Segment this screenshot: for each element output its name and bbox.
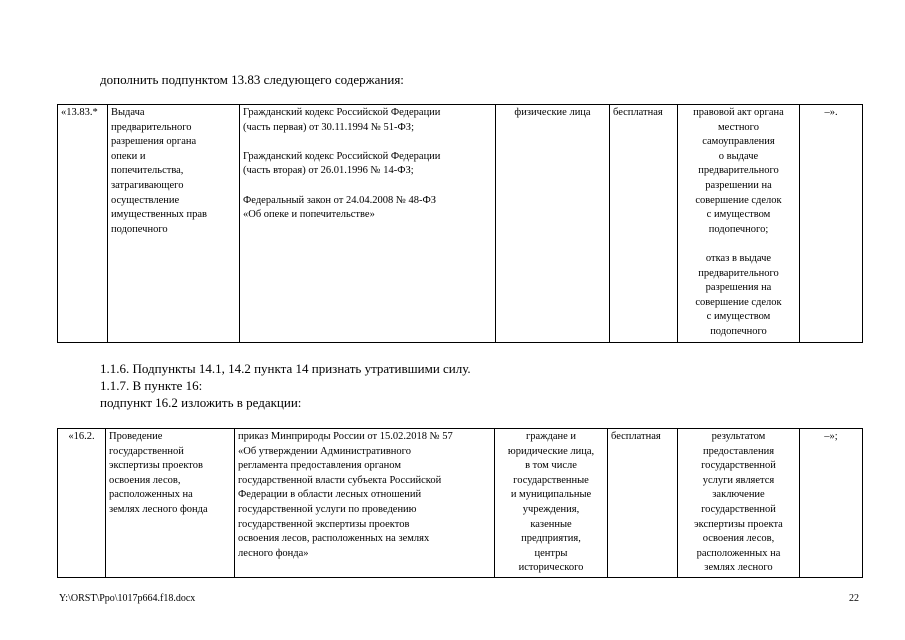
applicants-cell: граждане и юридические лица, в том числе государственные и муниципальные учреждения, казенные предприятия, центры исторического: [495, 429, 608, 578]
item-number-cell: «13.83.*: [58, 105, 108, 343]
intro-paragraph: дополнить подпунктом 13.83 следующего содержания:: [100, 72, 404, 87]
table-row: [58, 429, 863, 578]
service-name-cell: Выдача предварительного разрешения органа опеки и попечительства, затрагивающего осуществление имущественных прав подопечного: [108, 105, 240, 343]
table-row: [58, 105, 863, 343]
legal-acts-cell: приказ Минприроды России от 15.02.2018 № 57 «Об утверждении Административного регламента предоставления органом государственной власти субъекта Российской Федерации в области лесных отношений государственной услуги по проведению государственной экспертизы проектов освоения лесов, расположенных на землях лесного фонда»: [235, 429, 495, 578]
row-end-cell: –».: [800, 105, 863, 343]
service-table-16-2: [57, 428, 863, 578]
paragraph-16-2: подпункт 16.2 изложить в редакции:: [100, 395, 302, 410]
item-number-cell: «16.2.: [58, 429, 106, 578]
paragraph-1-1-7: 1.1.7. В пункте 16:: [100, 378, 203, 393]
page-number: 22: [849, 593, 859, 604]
applicants-cell: физические лица: [496, 105, 610, 343]
footer-file-path: Y:\ORST\Ppo\1017p664.f18.docx: [59, 593, 196, 604]
fee-cell: бесплатная: [608, 429, 678, 578]
service-name-cell: Проведение государственной экспертизы проектов освоения лесов, расположенных на землях лесного фонда: [106, 429, 235, 578]
service-table-13-83: [57, 104, 863, 343]
paragraph-1-1-6: 1.1.6. Подпункты 14.1, 14.2 пункта 14 признать утратившими силу.: [100, 361, 471, 376]
legal-acts-cell: Гражданский кодекс Российской Федерации (часть первая) от 30.11.1994 № 51-ФЗ; Гражданский кодекс Российской Федерации (часть вторая) от 26.01.1996 № 14-ФЗ; Федеральный закон от 24.04.2008 № 48-ФЗ «Об опеке и попечительстве»: [240, 105, 496, 343]
fee-cell: бесплатная: [610, 105, 678, 343]
row-end-cell: –»;: [800, 429, 863, 578]
result-cell: правовой акт органа местного самоуправления о выдаче предварительного разрешении на совершение сделок с имуществом подопечного; отказ в выдаче предварительного разрешения на совершение сделок с имуществом подопечного: [678, 105, 800, 343]
result-cell: результатом предоставления государственной услуги является заключение государственной экспертизы проекта освоения лесов, расположенных на землях лесного: [678, 429, 800, 578]
